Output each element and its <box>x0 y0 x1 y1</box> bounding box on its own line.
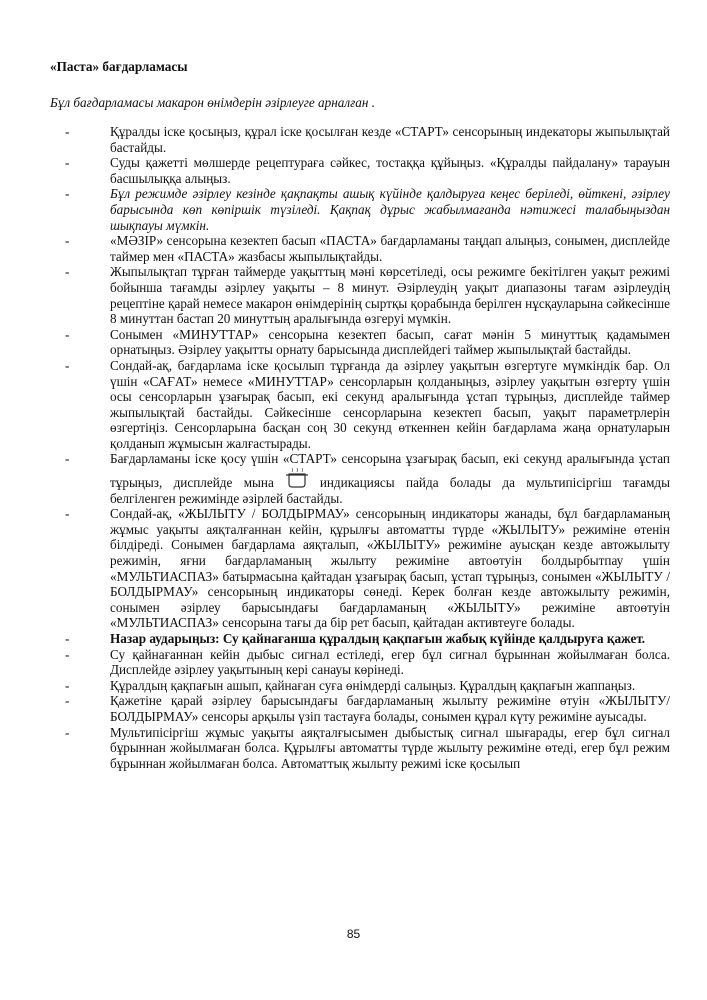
list-item <box>50 506 670 631</box>
list-item <box>50 358 670 452</box>
list-item-text <box>110 451 670 506</box>
list-item-text: Назар аударыңыз: Су қайнағанша құралдың қақпағын жабық күйінде қалдыруға қажет. <box>110 631 646 646</box>
instruction-list <box>50 124 670 771</box>
list-item <box>50 124 670 155</box>
list-dash: - <box>65 124 70 139</box>
list-item-text: Жыпылықтап тұрған таймерде уақыттың мәні көрсетіледі, осы режимге бекітілген уақыт режимі бойынша тағамды әзірлеу уақыты – 8 минут. Әзірлеудің уақыт диапазоны тағам әзірлеудің рецептіне қарай немесе макарон өнімдерінің сыртқы қорабында берілген нұсқауларына сәйкесінше 8 минуттан бастап 20 минуттың аралығында өзгеруі мүмкін. <box>110 264 670 327</box>
list-item-text: «МӘЗІР» сенсорына кезектеп басып «ПАСТА» бағдарламаны таңдап алыңыз, сонымен, дисплейде таймер мен «ПАСТА» жазбасы жыпылықтайды. <box>110 233 670 264</box>
list-item <box>50 693 670 724</box>
list-dash: - <box>65 155 70 171</box>
section-title: «Паста» бағдарламасы <box>50 59 188 74</box>
page-number: 85 <box>346 927 361 941</box>
list-dash: - <box>65 451 70 467</box>
list-item <box>50 451 670 506</box>
list-dash: - <box>65 724 70 740</box>
intro-text: Бұл бағдарламасы макарон өнімдерін әзірлеуге арналған . <box>50 95 375 110</box>
list-dash: - <box>65 264 70 280</box>
list-item-text: Суды қажетті мөлшерде рецептураға сәйкес, тостаққа құйыңыз. «Құралды пайдалану» тарауын басшылыққа алыңыз. <box>110 155 670 186</box>
list-item-text-part: индикациясы пайда болады да мультипісіргіш тағамды белгіленген режимінде әзірлей бастайды. <box>110 475 670 506</box>
list-item <box>50 155 670 186</box>
list-dash: - <box>65 233 70 249</box>
list-dash: - <box>65 186 70 202</box>
list-item-text: Бұл режимде әзірлеу кезінде қақпақты ашық күйінде қалдыруға кеңес беріледі, өйткені, әзірлеу барысында көп көпіршік түзіледі. Қақпақ дұрыс жабылмағанда нәтижесі талабыңыздан шықпауы мүмкін. <box>110 186 670 233</box>
list-item <box>50 233 670 264</box>
list-item <box>50 647 670 678</box>
list-item-text: Сондай-ақ, бағдарлама іске қосылып тұрғанда да әзірлеу уақытын өзгертуге мүмкіндік бар. Ол үшін «САҒАТ» немесе «МИНУТТАР» сенсорларын қолданыңыз, әзірлеу уақытын өзгерту үшін осы сенсорларын ұзағырақ басып, екі секунд аралығында ұстап тұрыңыз, дисплейде таймер жыпылықтай бастайды. Сәйкесінше сенсорларына кезектеп басып, уақыт параметрлерін өзгертіңіз. Сенсорларына басқан соң 30 секунд өткеннен кейін бағдарлама жаңа орнатуларын қолданып жұмысын жалғастырады. <box>110 357 670 451</box>
list-item-text: Құралды іске қосыңыз, құрал іске қосылған кезде «СТАРТ» сенсорының индекаторы жыпылықтай бастайды. <box>110 124 670 155</box>
list-item <box>50 264 670 326</box>
list-dash: - <box>65 677 70 693</box>
list-item-text: Құралдың қақпағын ашып, қайнаған суға өнімдерді салыңыз. Құралдың қақпағын жаппаңыз. <box>110 677 636 693</box>
list-item <box>50 678 670 694</box>
list-item-text: Су қайнағаннан кейін дыбыс сигнал естіледі, егер бұл сигнал бұрыннан жойылмаған болса. Дисплейде әзірлеу уақытының кері санауы көрінеді. <box>110 646 670 678</box>
list-dash: - <box>65 693 70 709</box>
list-item <box>50 186 670 233</box>
list-dash: - <box>65 357 70 373</box>
list-dash: - <box>65 506 70 522</box>
list-item-text: Мультипісіргіш жұмыс уақыты аяқталғысымен дыбыстық сигнал шығарады, егер бұл сигнал бұрыннан жойылмаған болса. Құрылғы автоматты түрде жылыту режиміне өтеді, егер бұл режим бұрыннан жойылмаған болса. Автоматтық жылыту режимі іске қосылып <box>110 724 670 771</box>
list-item-text-part: Бағдарламаны іске қосу үшін «СТАРТ» сенсорына ұзағырақ басып, екі секунд аралығында ұстап тұрыңыз, дисплейде мына <box>110 451 670 491</box>
list-dash: - <box>65 646 70 662</box>
list-item <box>50 725 670 772</box>
list-item-text: Қажетіне қарай әзірлеу барысындағы бағдарламаның жылыту режиміне өтуін «ЖЫЛЫТУ/БОЛДЫРМАУ» сенсоры арқылы үзіп тастауға болады, сонымен құрал күту режиміне ауысады. <box>110 693 670 724</box>
list-dash: - <box>65 326 70 342</box>
list-item <box>50 631 670 647</box>
list-dash: - <box>65 631 70 646</box>
pot-icon <box>280 467 314 489</box>
list-item <box>50 327 670 358</box>
list-item-text: Сонымен «МИНУТТАР» сенсорына кезектеп басып, сағат мәнін 5 минуттық қадамымен орнатыңыз. Әзірлеу уақытты орнату барысында дисплейдегі таймер жыпылықтай бастайды. <box>110 326 670 358</box>
list-item-text: Сондай-ақ, «ЖЫЛЫТУ / БОЛДЫРМАУ» сенсорының индикаторы жанады, бұл бағдарламаның жұмыс уақыты аяқталғаннан кейін, құрылғы автоматты түрде «ЖЫЛЫТУ» режиміне өтенін білдіреді. Сонымен бағдарлама аяқталып, «ЖЫЛЫТУ» режиміне ауысқан кезде автожылыту режимін, яғни бағдарламаның жылыту режиміне автоөтуін болдырбытпау үшін «МУЛЬТИАСПАЗ» батырмасына қайтадан ұзағырақ басып, ұстап тұрыңыз, сонымен «ЖЫЛЫТУ / БОЛДЫРМАУ» сенсорының индикаторы сөнеді. Керек болған кезде автожылыту режимін, сонымен әзірлеу барысындағы бағдарламаның «ЖЫЛЫТУ» режиміне автоөтуін «МУЛЬТИАСПАЗ» сенсорына тағы да бір рет басып, қайтадан активтеугe болады. <box>110 506 670 631</box>
